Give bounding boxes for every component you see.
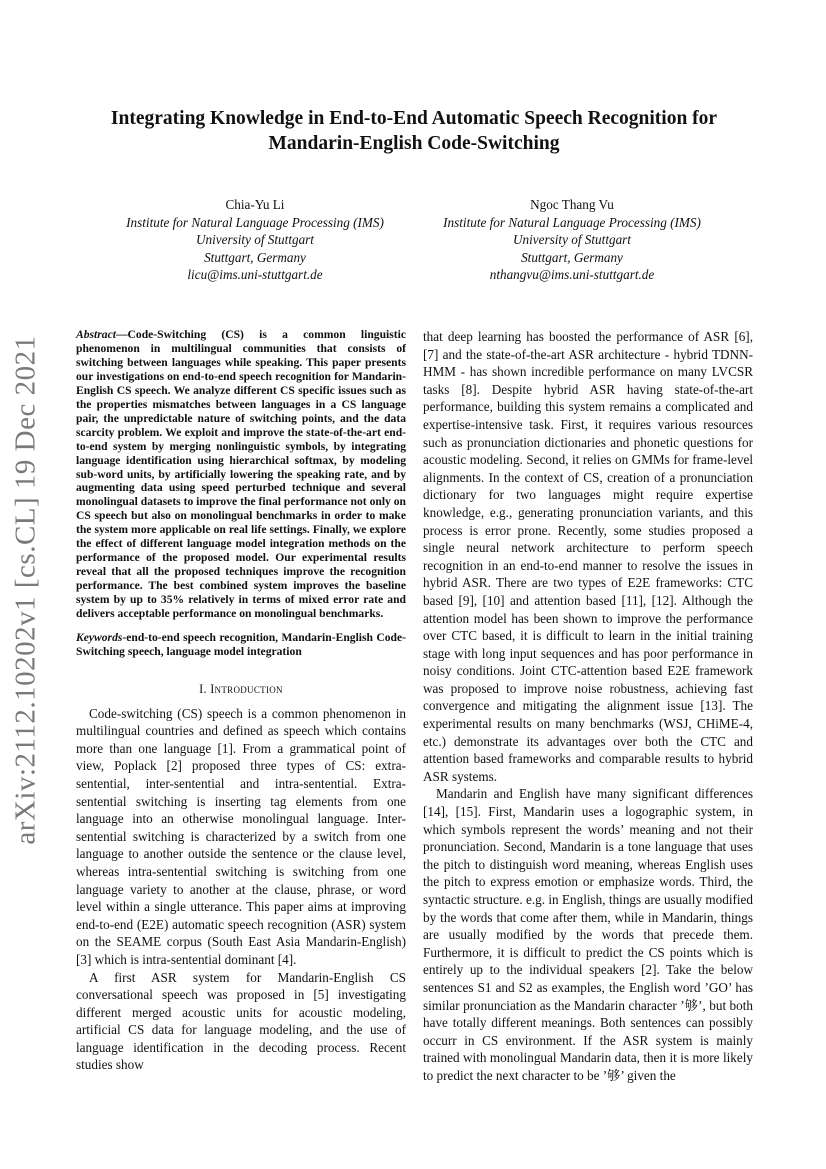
author-university: University of Stuttgart [196,232,314,248]
abstract [76,328,406,621]
keywords [76,631,406,659]
author-email: nthangvu@ims.uni-stuttgart.de [489,267,655,283]
author-email: licu@ims.uni-stuttgart.de [187,267,323,283]
right-column [423,328,753,1085]
keywords-text: -end-to-end speech recognition, Mandarin-English Code-Switching speech, language model integration [76,631,406,659]
paragraph: Mandarin and English have many significant differences [14], [15]. First, Mandarin uses a logographic system, in which symbols represent the words’ meaning and not their pronunciation. Second, Mandarin is a tone language that uses the pitch to distinguish word meaning, whereas English uses the pitch to express emotion or emphasize words. Third, the syntactic structure. e.g. in English, things are usually modified by the words that come after them, while in Mandarin, things are usually modified by the words that precede them. Furthermore, it is difficult to predict the CS points which is entirely up to the individual speakers [2]. Take the below sentences S1 and S2 as examples, the English word ’GO’ has similar pronunciation as the Mandarin character ’够’, but both have totally different meanings. Both sentences can possibly occurr in CS environment. If the ASR system is mainly trained with monolingual Mandarin data, then it is more likely to predict the next character to be ’够’ given the [423,786,753,1083]
section-number: I. [199,682,207,697]
author-affiliation: Institute for Natural Language Processing (IMS) [126,214,384,230]
abstract-label: Abstract [76,328,116,341]
arxiv-identifier: arXiv:2112.10202v1 [cs.CL] 19 Dec 2021 [9,335,42,845]
left-column [76,328,406,1074]
author-block-2 [422,196,722,284]
author-block-1 [105,196,405,284]
section-title: Introduction [210,682,283,697]
author-location: Stuttgart, Germany [521,249,623,265]
paragraph: Code-switching (CS) speech is a common phenomenon in multilingual countries and defined as speech which contains more than one language [1]. From a grammatical point of view, Poplack [2] proposed three types of CS: extra-sentential, inter-sentential and intra-sentential. Extra-sentential switching is inserting tag elements from one language into an otherwise monolingual language. Inter-sentential switching is characterized by a switch from one language to another outside the sentence or the clause level, whereas intra-sentential switching is switching from one language variety to another at the clause, phrase, or word level within a single utterance. This paper aims at improving end-to-end (E2E) automatic speech recognition (ASR) system on the SEAME corpus (South East Asia Mandarin-English) [3] which is intra-sentential dominant [4]. [76,705,406,967]
arxiv-sidebar-stamp [6,335,46,845]
keywords-label: Keywords [76,631,123,645]
abstract-text: —Code-Switching (CS) is a common linguistic phenomenon in multilingual communities that consists of switching between languages while speaking. This paper presents our investigations on end-to-end speech recognition for Mandarin-English CS speech. We analyze different CS specific issues such as the properties mismatches between languages in a CS language pair, the unpredictable nature of switching points, and the data scarcity problem. We exploit and improve the state-of-the-art end-to-end system by merging nonlinguistic symbols, by integrating language identification using hierarchical softmax, by modeling sub-word units, by artificially lowering the speaking rate, and by augmenting data using speed perturbed technique and several monolingual datasets to improve the final performance not only on CS speech but also on monolingual benchmarks in order to make the system more applicable on real life settings. Finally, we explore the effect of different language model integration methods on the performance of the proposed model. Our experimental results reveal that all the proposed techniques improve the recognition performance. The best combined system improves the baseline system by up to 35% relatively in terms of mixed error rate and delivers acceptable performance on monolingual benchmarks. [76,328,406,621]
author-affiliation: Institute for Natural Language Processing (IMS) [443,214,701,230]
section-heading-introduction [76,681,406,699]
author-name: Chia-Yu Li [225,197,285,212]
paragraph: that deep learning has boosted the performance of ASR [6], [7] and the state-of-the-art ASR architecture - hybrid TDNN-HMM - has shown incredible performance on many LVCSR tasks [8]. Despite hybrid ASR having state-of-the-art performance, building this system remains a complicated and expertise-intensive task. First, it requires various resources such as pronunciation dictionaries and phonetic questions for acoustic modeling. Second, it relies on GMMs for frame-level alignments. In the context of CS, creation of a pronunciation dictionary for two languages might require expertise knowledge, e.g., generating pronunciation variants, and this process is error prone. Recently, some studies proposed a single neural network architecture to perform speech recognition in an end-to-end manner to resolve the issues in hybrid ASR. There are two types of E2E frameworks: CTC based [9], [10] and attention based [11], [12]. Although the attention model has been shown to improve the performance over CTC based, it is difficult to learn in the initial training stage with long input sequences and has poor performance in noisy conditions. Joint CTC-attention based E2E framework was proposed to improve noise robustness, achieving fast convergence and mitigating the alignment issue [13]. The experimental results on many benchmarks (WSJ, CHiME-4, etc.) demonstrate its advantages over both the CTC and attention based frameworks and comparable results to hybrid ASR systems. [423,329,753,784]
paragraph: A first ASR system for Mandarin-English CS conversational speech was proposed in [5] investigating different merged acoustic units for acoustic modeling, artificial CS data for language modeling, and the use of language identification in the decoding process. Recent studies show [76,969,406,1073]
paper-title: Integrating Knowledge in End-to-End Automatic Speech Recognition for Mandarin-English Code-Switching [110,108,718,154]
author-location: Stuttgart, Germany [204,249,306,265]
author-name: Ngoc Thang Vu [530,197,614,212]
author-university: University of Stuttgart [513,232,631,248]
